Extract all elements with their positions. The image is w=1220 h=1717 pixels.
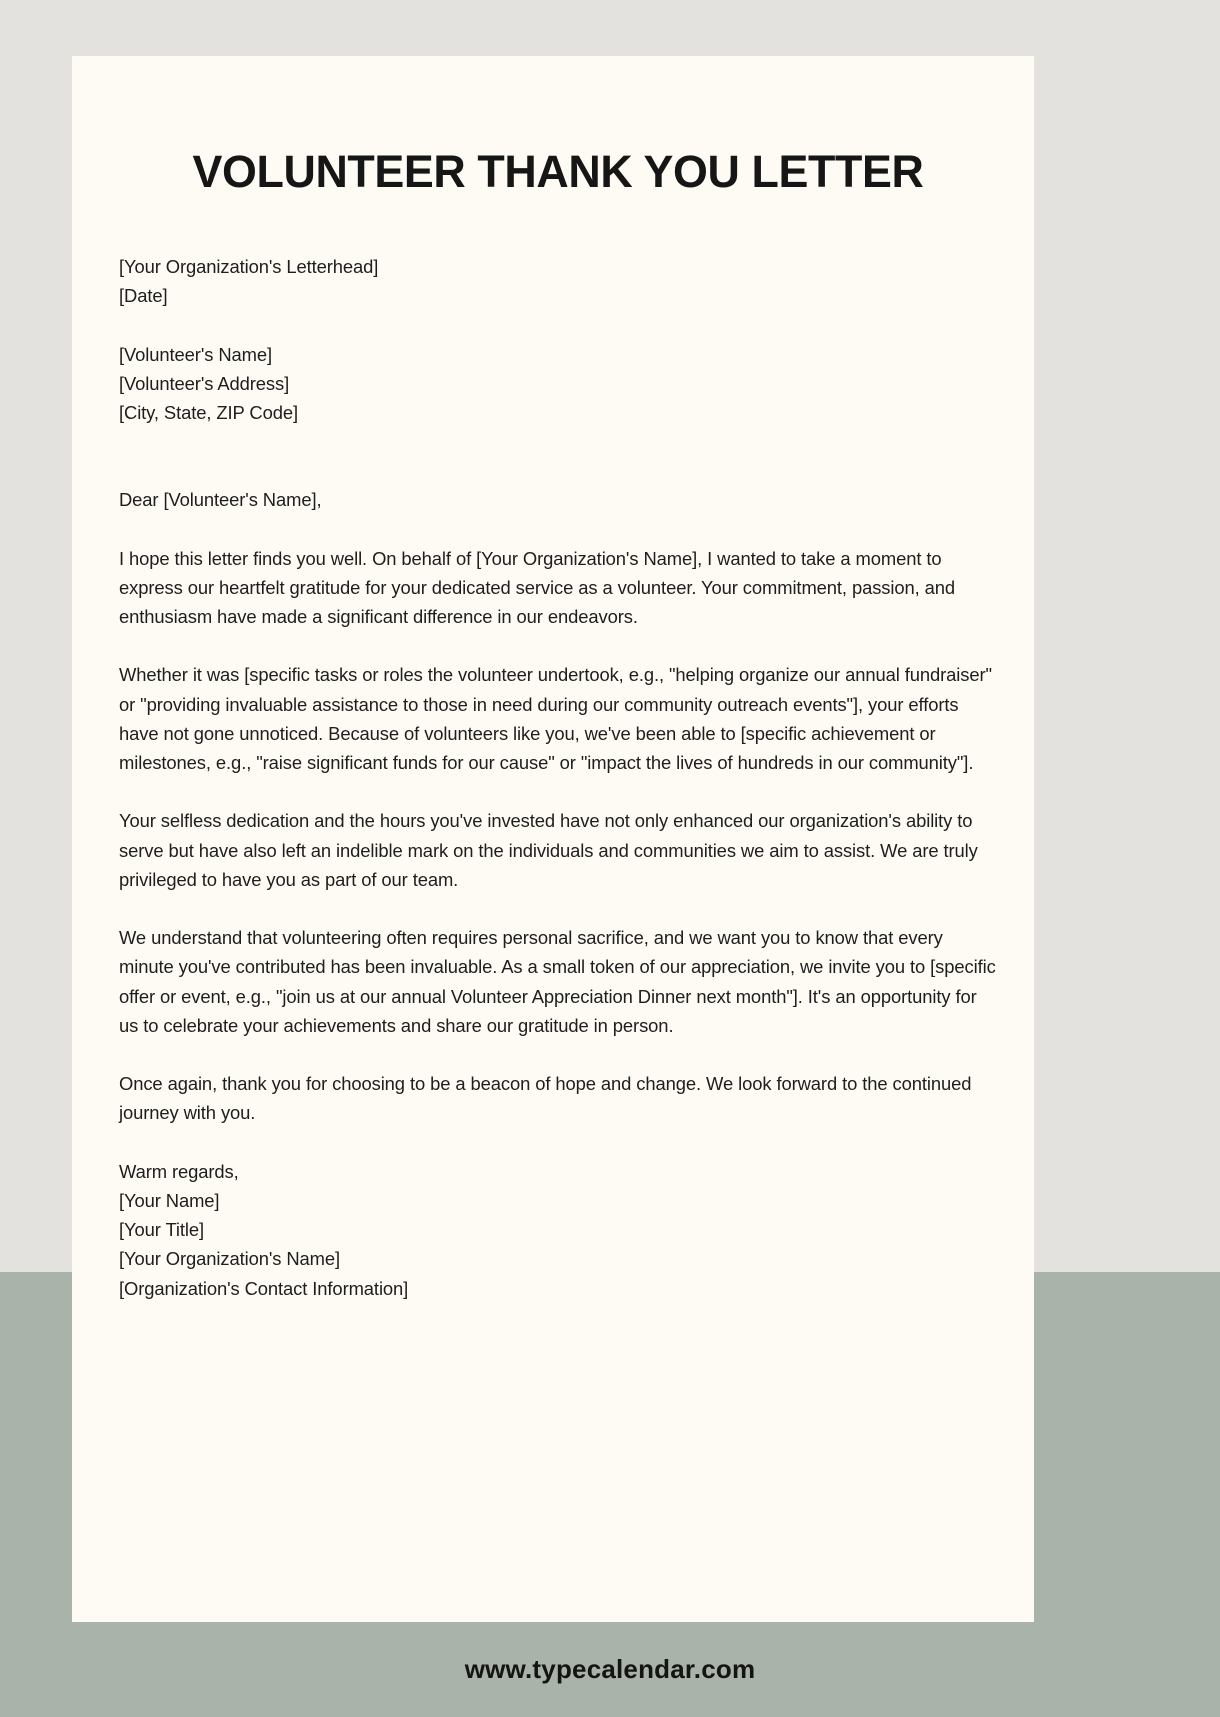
recipient-block <box>119 340 997 428</box>
letterhead-block <box>119 252 997 310</box>
body-paragraph-1: I hope this letter finds you well. On behalf of [Your Organization's Name], I wanted to take a moment to express our heartfelt gratitude for your dedicated service as a volunteer. Your commitment, passion, and enthusiasm have made a significant difference in our endeavors. <box>119 547 956 627</box>
body-paragraph-2: Whether it was [specific tasks or roles the volunteer undertook, e.g., "helping organize our annual fundraiser" or "providing invaluable assistance to those in need during our community outreach events"], your efforts have not gone unnoticed. Because of volunteers like you, we've been able to [specific achievement or milestones, e.g., "raise significant funds for our cause" or "impact the lives of hundreds in our community"]. <box>119 664 992 773</box>
letterhead-line: [Your Organization's Letterhead] <box>119 256 379 277</box>
valediction-line: Warm regards, <box>119 1160 239 1182</box>
sender-name-line: [Your Name] <box>119 1189 220 1211</box>
body-paragraph-4: We understand that volunteering often requires personal sacrifice, and we want you to know that every minute you've contributed has been invaluable. As a small token of our appreciation, we invite you to [specific offer or event, e.g., "join us at our annual Volunteer Appreciation Dinner next month"]. It's an opportunity for us to celebrate your achievements and share our gratitude in person. <box>119 927 996 1036</box>
sender-contact-line: [Organization's Contact Information] <box>119 1277 409 1299</box>
body-paragraph-3: Your selfless dedication and the hours you've invested have not only enhanced our organization's ability to serve but have also left an indelible mark on the individuals and communities we aim to assist. We are truly privileged to have you as part of our team. <box>119 810 978 890</box>
date-line: [Date] <box>119 285 168 307</box>
salutation-block <box>119 485 997 514</box>
sender-organization-line: [Your Organization's Name] <box>119 1248 341 1270</box>
footer-band <box>0 1622 1220 1717</box>
recipient-name-line: [Volunteer's Name] <box>119 343 273 365</box>
body-paragraph-5: Once again, thank you for choosing to be a beacon of hope and change. We look forward to the continued journey with you. <box>119 1073 972 1124</box>
recipient-city-state-zip-line: [City, State, ZIP Code] <box>119 402 298 423</box>
letter-body <box>119 252 997 1303</box>
footer-website-url[interactable]: www.typecalendar.com <box>464 1654 756 1684</box>
letter-page <box>72 56 1034 1622</box>
sender-title-line: [Your Title] <box>119 1219 205 1241</box>
closing-block <box>119 1157 997 1303</box>
recipient-address-line: [Volunteer's Address] <box>119 372 290 394</box>
page-title: VOLUNTEER THANK YOU LETTER <box>192 146 924 198</box>
salutation-line: Dear [Volunteer's Name], <box>119 489 322 511</box>
letter-page-content <box>118 56 998 1622</box>
spacer-before-salutation <box>119 427 997 485</box>
